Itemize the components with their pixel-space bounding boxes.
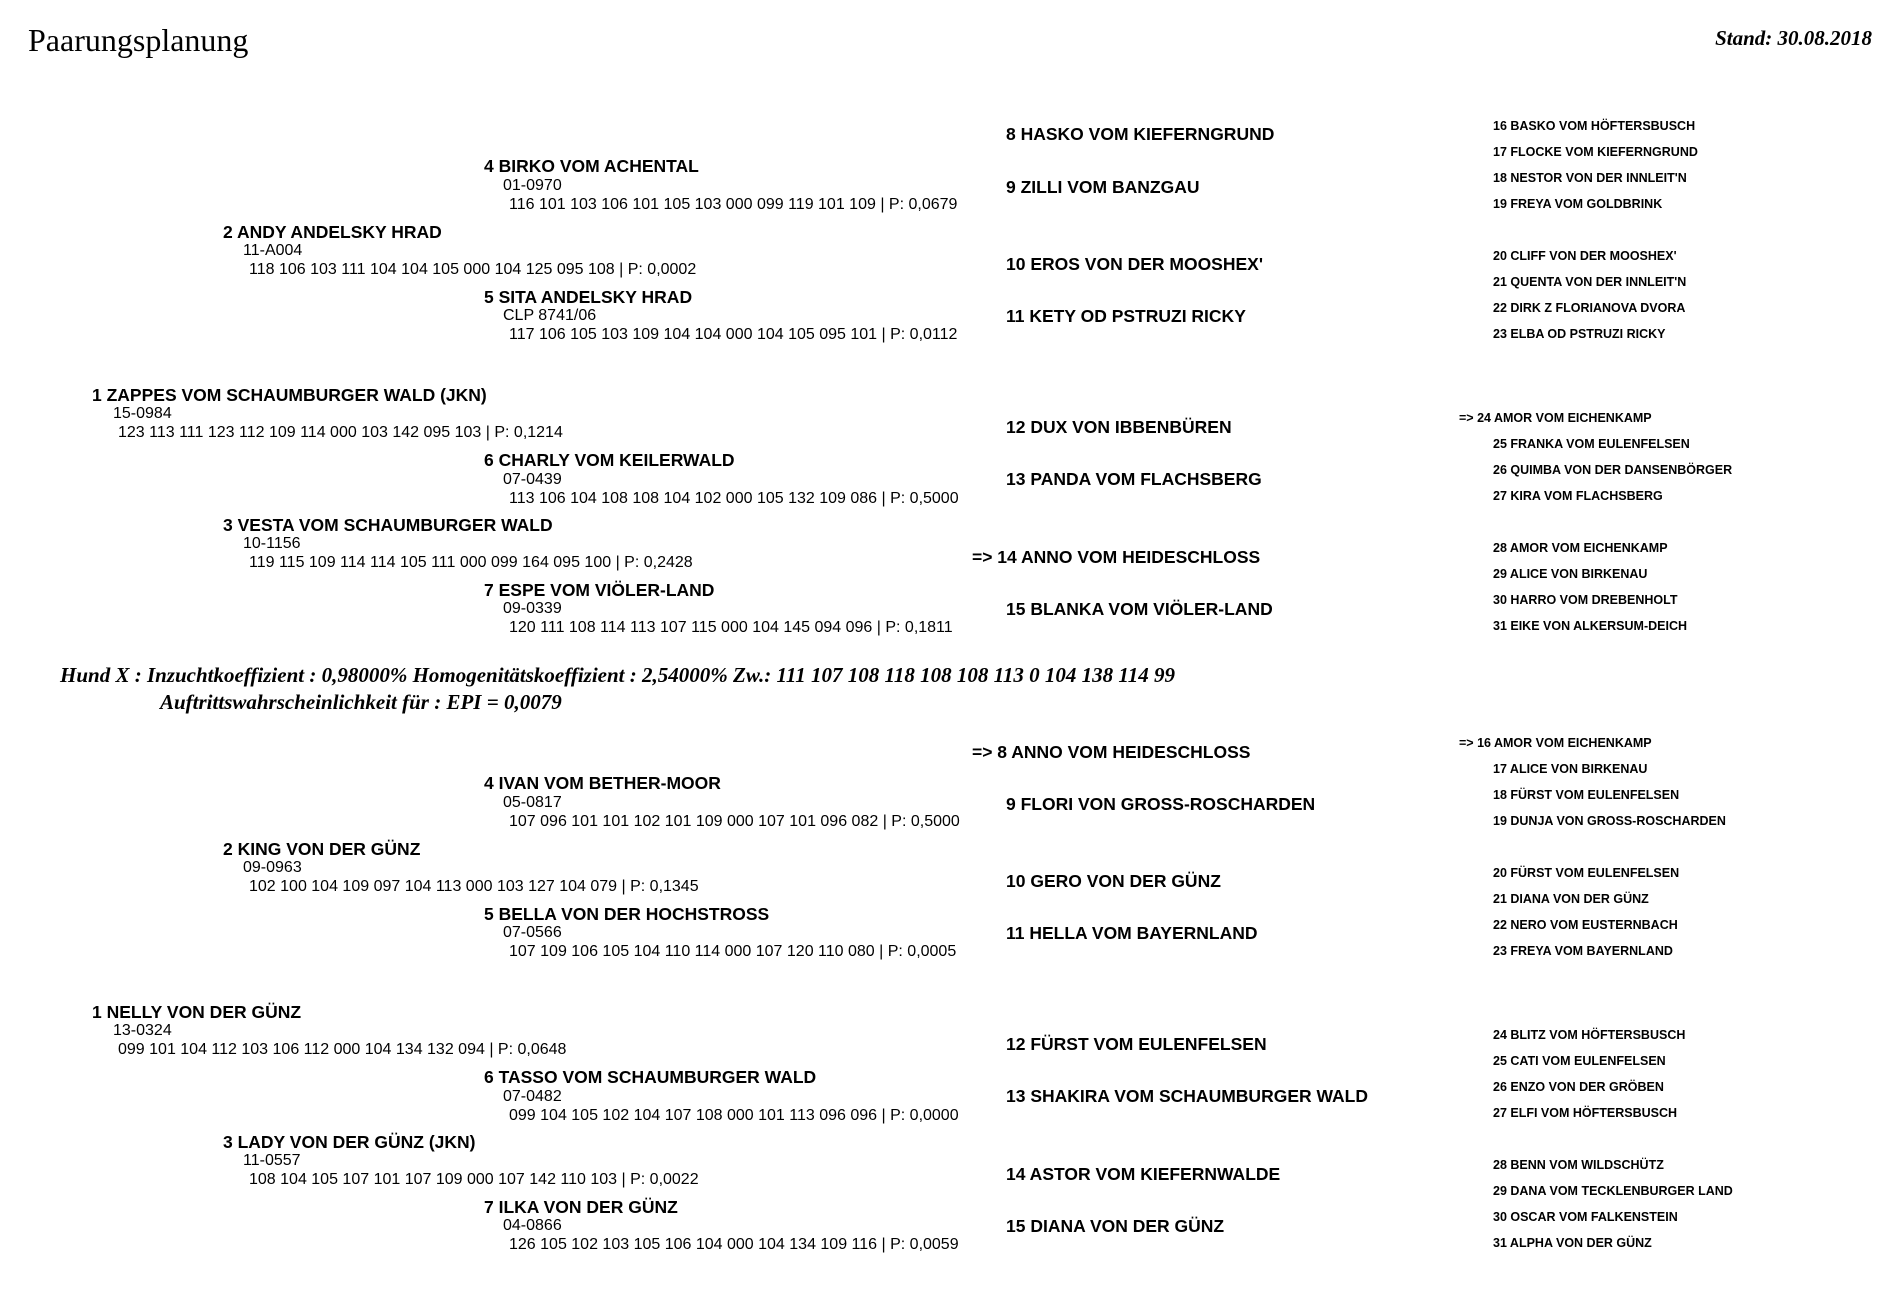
gen3-entry: 15 BLANKA VOM VIÖLER-LAND [1006, 599, 1273, 619]
gen4-entry: 25 CATI VOM EULENFELSEN [1493, 1054, 1666, 1068]
gen4-entry: 18 NESTOR VON DER INNLEIT'N [1493, 171, 1687, 185]
grandparent-name: 4 IVAN VOM BETHER-MOOR [484, 773, 721, 793]
grandparent-name: 5 BELLA VON DER HOCHSTROSS [484, 904, 770, 924]
parent-name: 3 VESTA VOM SCHAUMBURGER WALD [223, 515, 553, 535]
summary-coefficients: Hund X : Inzuchtkoeffizient : 0,98000% Homogenitätskoeffizient : 2,54000% Zw.: 111 107 108 118 108 108 113 0 104 138 114 99 [60, 663, 1176, 687]
gen4-entry: 28 AMOR VOM EICHENKAMP [1493, 541, 1668, 555]
grandparent-values: 120 111 108 114 113 107 115 000 104 145 094 096 | P: 0,1811 [509, 619, 953, 636]
gen3-entry: => 8 ANNO VOM HEIDESCHLOSS [972, 742, 1251, 762]
grandparent-values: 107 096 101 101 102 101 109 000 107 101 096 082 | P: 0,5000 [509, 813, 960, 830]
gen3-entry: 11 KETY OD PSTRUZI RICKY [1006, 306, 1246, 326]
gen4-entry: 31 EIKE VON ALKERSUM-DEICH [1493, 619, 1688, 633]
gen3-entry: 10 EROS VON DER MOOSHEX' [1006, 254, 1263, 274]
gen4-entry: => 24 AMOR VOM EICHENKAMP [1459, 411, 1652, 425]
gen3-entry: 14 ASTOR VOM KIEFERNWALDE [1006, 1164, 1281, 1184]
subject-reg: 13-0324 [113, 1022, 172, 1039]
stand-date: Stand: 30.08.2018 [1715, 26, 1872, 50]
parent-reg: 10-1156 [243, 535, 301, 552]
grandparent-reg: 05-0817 [503, 794, 562, 811]
grandparent-reg: 07-0439 [503, 471, 562, 488]
grandparent-reg: 04-0866 [503, 1217, 562, 1234]
gen4-entry: 26 QUIMBA VON DER DANSENBÖRGER [1493, 463, 1733, 477]
parent-name: 2 KING VON DER GÜNZ [223, 839, 421, 859]
gen3-entry: 13 PANDA VOM FLACHSBERG [1006, 469, 1262, 489]
grandparent-values: 116 101 103 106 101 105 103 000 099 119 101 109 | P: 0,0679 [509, 196, 958, 213]
gen3-entry: 11 HELLA VOM BAYERNLAND [1006, 923, 1258, 943]
gen4-entry: 29 DANA VOM TECKLENBURGER LAND [1493, 1184, 1733, 1198]
gen4-entry: 27 KIRA VOM FLACHSBERG [1493, 489, 1663, 503]
page-title: Paarungsplanung [28, 22, 249, 58]
gen4-entry: 21 QUENTA VON DER INNLEIT'N [1493, 275, 1687, 289]
parent-values: 108 104 105 107 101 107 109 000 107 142 110 103 | P: 0,0022 [249, 1171, 699, 1188]
gen4-entry: 19 FREYA VOM GOLDBRINK [1493, 197, 1663, 211]
grandparent-name: 7 ILKA VON DER GÜNZ [484, 1197, 678, 1217]
grandparent-values: 107 109 106 105 104 110 114 000 107 120 110 080 | P: 0,0005 [509, 943, 957, 960]
parent-reg: 11-A004 [243, 242, 303, 259]
gen4-entry: 23 FREYA VOM BAYERNLAND [1493, 944, 1673, 958]
gen4-entry: 24 BLITZ VOM HÖFTERSBUSCH [1493, 1028, 1686, 1042]
gen4-entry: 25 FRANKA VOM EULENFELSEN [1493, 437, 1690, 451]
gen3-entry: 15 DIANA VON DER GÜNZ [1006, 1216, 1225, 1236]
grandparent-name: 6 CHARLY VOM KEILERWALD [484, 450, 735, 470]
grandparent-name: 5 SITA ANDELSKY HRAD [484, 287, 693, 307]
grandparent-values: 126 105 102 103 105 106 104 000 104 134 109 116 | P: 0,0059 [509, 1236, 959, 1253]
gen4-entry: 23 ELBA OD PSTRUZI RICKY [1493, 327, 1666, 341]
gen4-entry: 26 ENZO VON DER GRÖBEN [1493, 1080, 1664, 1094]
grandparent-values: 113 106 104 108 108 104 102 000 105 132 109 086 | P: 0,5000 [509, 490, 959, 507]
grandparent-name: 7 ESPE VOM VIÖLER-LAND [484, 580, 715, 600]
parent-values: 102 100 104 109 097 104 113 000 103 127 104 079 | P: 0,1345 [249, 878, 699, 895]
grandparent-reg: CLP 8741/06 [503, 307, 597, 324]
gen3-entry: 9 FLORI VON GROSS-ROSCHARDEN [1006, 794, 1316, 814]
gen4-entry: 19 DUNJA VON GROSS-ROSCHARDEN [1493, 814, 1726, 828]
gen4-entry: => 16 AMOR VOM EICHENKAMP [1459, 736, 1652, 750]
parent-name: 2 ANDY ANDELSKY HRAD [223, 222, 442, 242]
summary-epi: Auftrittswahrscheinlichkeit für : EPI = 0,0079 [160, 690, 562, 714]
grandparent-reg: 01-0970 [503, 177, 562, 194]
gen4-entry: 29 ALICE VON BIRKENAU [1493, 567, 1648, 581]
grandparent-reg: 09-0339 [503, 600, 562, 617]
gen4-entry: 17 FLOCKE VOM KIEFERNGRUND [1493, 145, 1698, 159]
subject-name: 1 ZAPPES VOM SCHAUMBURGER WALD (JKN) [92, 385, 487, 405]
parent-reg: 11-0557 [243, 1152, 301, 1169]
gen4-entry: 30 OSCAR VOM FALKENSTEIN [1493, 1210, 1678, 1224]
parent-reg: 09-0963 [243, 859, 302, 876]
gen4-entry: 30 HARRO VOM DREBENHOLT [1493, 593, 1678, 607]
gen4-entry: 20 CLIFF VON DER MOOSHEX' [1493, 249, 1677, 263]
gen3-entry: 10 GERO VON DER GÜNZ [1006, 871, 1221, 891]
grandparent-reg: 07-0482 [503, 1088, 562, 1105]
parent-name: 3 LADY VON DER GÜNZ (JKN) [223, 1132, 476, 1152]
gen4-entry: 21 DIANA VON DER GÜNZ [1493, 892, 1649, 906]
gen4-entry: 27 ELFI VOM HÖFTERSBUSCH [1493, 1106, 1678, 1120]
parent-values: 119 115 109 114 114 105 111 000 099 164 095 100 | P: 0,2428 [249, 554, 693, 571]
gen4-entry: 16 BASKO VOM HÖFTERSBUSCH [1493, 119, 1696, 133]
gen4-entry: 22 NERO VOM EUSTERNBACH [1493, 918, 1678, 932]
gen4-entry: 28 BENN VOM WILDSCHÜTZ [1493, 1158, 1664, 1172]
subject-values: 099 101 104 112 103 106 112 000 104 134 132 094 | P: 0,0648 [118, 1041, 567, 1058]
subject-reg: 15-0984 [113, 405, 172, 422]
gen4-entry: 17 ALICE VON BIRKENAU [1493, 762, 1648, 776]
gen3-entry: => 14 ANNO VOM HEIDESCHLOSS [972, 547, 1261, 567]
parent-values: 118 106 103 111 104 104 105 000 104 125 095 108 | P: 0,0002 [249, 261, 697, 278]
subject-name: 1 NELLY VON DER GÜNZ [92, 1002, 302, 1022]
subject-values: 123 113 111 123 112 109 114 000 103 142 095 103 | P: 0,1214 [118, 424, 563, 441]
gen3-entry: 12 FÜRST VOM EULENFELSEN [1006, 1034, 1267, 1054]
gen4-entry: 22 DIRK Z FLORIANOVA DVORA [1493, 301, 1686, 315]
grandparent-name: 4 BIRKO VOM ACHENTAL [484, 156, 699, 176]
gen4-entry: 20 FÜRST VOM EULENFELSEN [1493, 866, 1680, 880]
gen3-entry: 9 ZILLI VOM BANZGAU [1006, 177, 1200, 197]
grandparent-name: 6 TASSO VOM SCHAUMBURGER WALD [484, 1067, 817, 1087]
gen3-entry: 8 HASKO VOM KIEFERNGRUND [1006, 124, 1275, 144]
grandparent-values: 099 104 105 102 104 107 108 000 101 113 096 096 | P: 0,0000 [509, 1107, 959, 1124]
gen4-entry: 18 FÜRST VOM EULENFELSEN [1493, 788, 1680, 802]
grandparent-values: 117 106 105 103 109 104 104 000 104 105 095 101 | P: 0,0112 [509, 326, 958, 343]
gen3-entry: 13 SHAKIRA VOM SCHAUMBURGER WALD [1006, 1086, 1369, 1106]
grandparent-reg: 07-0566 [503, 924, 562, 941]
gen4-entry: 31 ALPHA VON DER GÜNZ [1493, 1236, 1652, 1250]
gen3-entry: 12 DUX VON IBBENBÜREN [1006, 417, 1232, 437]
